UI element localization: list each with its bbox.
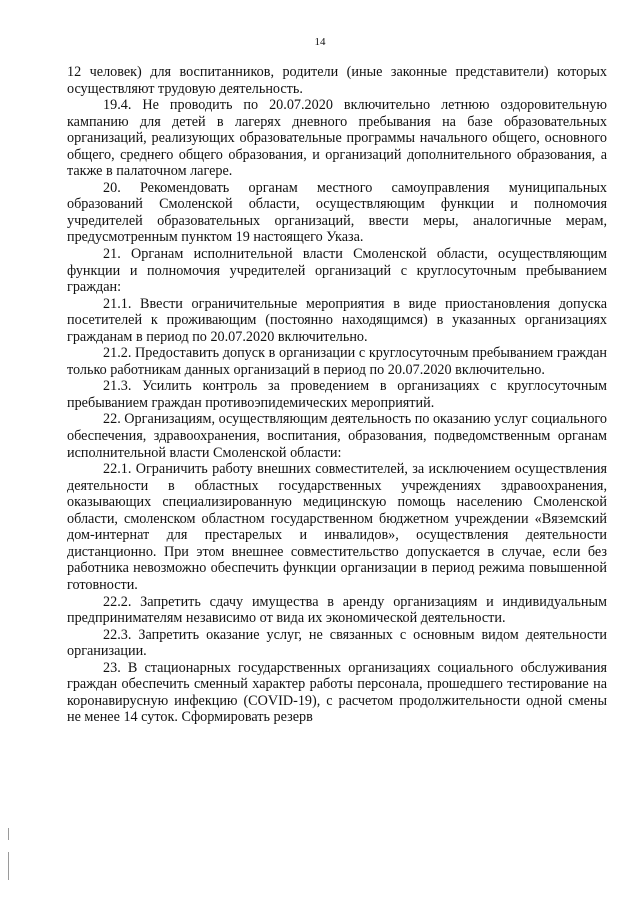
page-number: 14 [314,36,326,48]
paragraph-22-3: 22.3. Запретить оказание услуг, не связанных с основным видом деятельности организации. [67,626,607,660]
paragraph-21-1: 21.1. Ввести ограничительные мероприятия в виде приостановления допуска посетителей к проживающим (постоянно находящимся) в указанных организациях гражданам в период по 20.07.2020 включительно. [67,295,607,345]
paragraph-22-1: 22.1. Ограничить работу внешних совместителей, за исключением осуществления деятельности в областных государственных учреждениях здравоохранения, оказывающих специализированную медицинскую помощь населению Смоленской области, смоленском областном государственном бюджетном учреждении «Вяземский дом-интернат для престарелых и инвалидов», осуществления деятельности дистанционно. При этом внешнее совместительство допускается в случае, если без работника невозможно обеспечить функции организации в период режима повышенной готовности. [67,461,607,593]
scan-edge-mark [8,852,9,880]
paragraph-19-4: 19.4. Не проводить по 20.07.2020 включительно летнюю оздоровительную кампанию для детей в лагерях дневного пребывания на базе образовательных организаций, реализующих образовательные программы начального общего, основного общего, среднего общего образования, и организаций дополнительного образования, а также в палаточном лагере. [67,97,607,180]
paragraph-22: 22. Организациям, осуществляющим деятельность по оказанию услуг социального обеспечения, здравоохранения, воспитания, образования, подведомственным органам исполнительной власти Смоленской области: [67,411,607,461]
paragraph-21-3: 21.3. Усилить контроль за проведением в организациях с круглосуточным пребыванием граждан противоэпидемических мероприятий. [67,378,607,411]
paragraph-23: 23. В стационарных государственных организациях социального обслуживания граждан обеспечить сменный характер работы персонала, прошедшего тестирование на коронавирусную инфекцию (COVID-19), с расчетом продолжительности одной смены не менее 14 суток. Сформировать резерв [67,659,607,726]
paragraph-20: 20. Рекомендовать органам местного самоуправления муниципальных образований Смоленской области, осуществляющим функции и полномочия учредителей образовательных организаций, ввести меры, аналогичные мерам, предусмотренным пунктом 19 настоящего Указа. [67,179,607,246]
scan-edge-mark [8,828,9,840]
paragraph-continuation: 12 человек) для воспитанников, родители (иные законные представители) которых осуществляют трудовую деятельность. [67,64,607,97]
document-body [67,64,607,726]
paragraph-21: 21. Органам исполнительной власти Смоленской области, осуществляющим функции и полномочия учредителей организаций с круглосуточным пребыванием граждан: [67,246,607,296]
paragraph-22-2: 22.2. Запретить сдачу имущества в аренду организациям и индивидуальным предпринимателям независимо от вида их экономической деятельности. [67,593,607,627]
paragraph-21-2: 21.2. Предоставить допуск в организации с круглосуточным пребыванием граждан только работникам данных организаций в период по 20.07.2020 включительно. [67,345,607,378]
